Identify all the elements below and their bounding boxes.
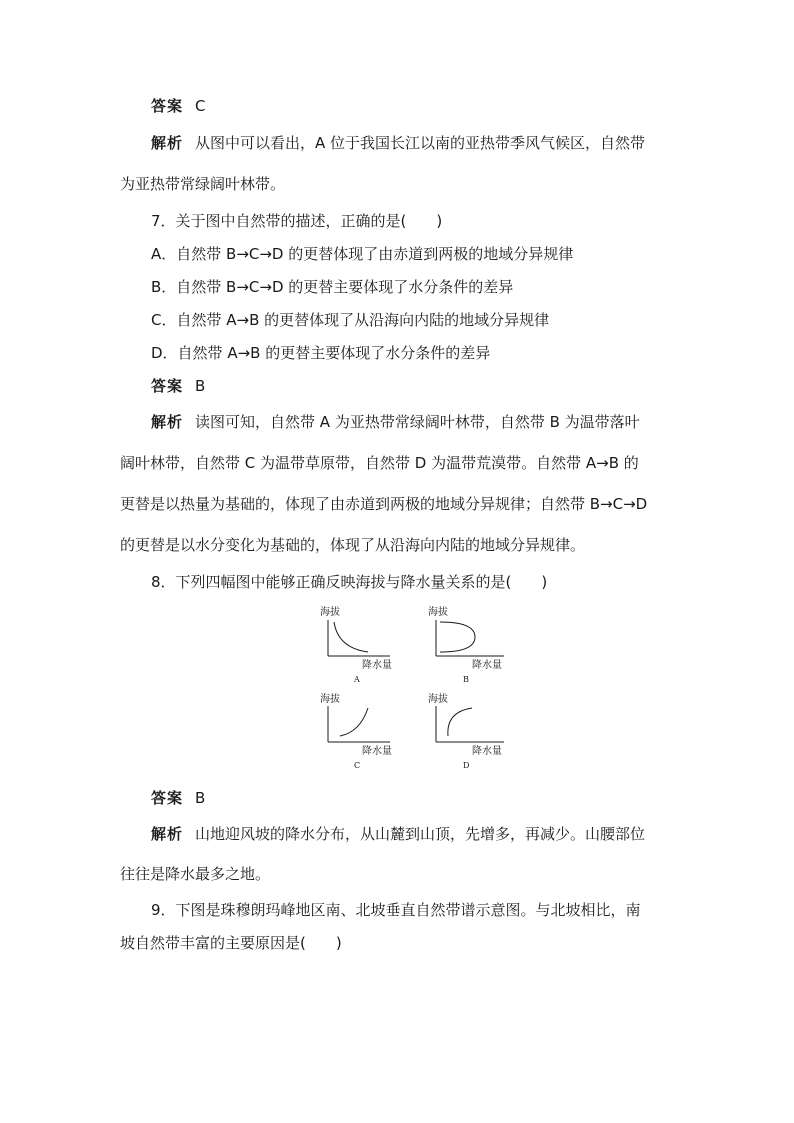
curve [334,622,368,652]
question-7-option-b: B．自然带 B→C→D 的更替主要体现了水分条件的差异 [151,278,514,296]
curve [448,708,472,736]
answer-value: B [195,789,206,807]
x-axis-label: 降水量 [362,660,392,671]
y-axis-label: 海拔 [320,607,340,618]
question-9-line-2: 坡自然带丰富的主要原因是( ) [120,934,342,952]
question-7-stem: 7．关于图中自然带的描述，正确的是( ) [151,212,443,230]
x-axis-label: 降水量 [472,746,502,757]
explanation-7-line-4: 的更替是以水分变化为基础的，体现了从沿海向内陆的地域分异规律。 [120,536,586,554]
panel-label: D [463,761,470,770]
answer-6 [151,96,711,116]
question-7-option-a: A．自然带 B→C→D 的更替体现了由赤道到两极的地域分异规律 [151,245,574,263]
explanation-6-line-2: 为亚热带常绿阔叶林带。 [120,175,286,193]
explanation-8-line-2: 往往是降水最多之地。 [120,865,271,883]
answer-value: B [195,377,206,395]
explanation-label: 解析 [151,134,184,152]
explanation-label: 解析 [151,825,184,843]
panel-label: B [463,675,469,684]
question-8-figure [300,600,530,780]
panel-label: A [354,675,360,684]
question-8-stem: 8．下列四幅图中能够正确反映海拔与降水量关系的是( ) [151,573,548,591]
curve [440,622,475,652]
panel-label: C [354,761,361,770]
x-axis-label: 降水量 [362,746,392,757]
panel-c [320,692,392,770]
x-axis-label: 降水量 [472,660,502,671]
question-7-option-c: C．自然带 A→B 的更替体现了从沿海向内陆的地域分异规律 [151,311,550,329]
explanation-label: 解析 [151,413,184,431]
explanation-text: 从图中可以看出，A 位于我国长江以南的亚热带季风气候区，自然带 [195,134,646,152]
explanation-7-line-1 [151,412,711,432]
answer-value: C [195,97,206,115]
explanation-8-line-1 [151,824,711,844]
explanation-6-line-1 [151,133,711,153]
question-7-option-d: D．自然带 A→B 的更替主要体现了水分条件的差异 [151,344,491,362]
panel-d [428,692,504,770]
question-9-line-1: 9．下图是珠穆朗玛峰地区南、北坡垂直自然带谱示意图。与北坡相比，南 [151,901,641,919]
answer-8 [151,788,711,808]
panel-a [320,605,392,684]
explanation-7-line-2: 阔叶林带，自然带 C 为温带草原带，自然带 D 为温带荒漠带。自然带 A→B 的 [120,454,639,472]
panel-b [428,605,504,684]
y-axis-label: 海拔 [428,694,448,705]
y-axis-label: 海拔 [320,694,340,705]
curve [340,708,368,736]
answer-label: 答案 [151,377,184,395]
y-axis-label: 海拔 [428,607,448,618]
explanation-text: 读图可知，自然带 A 为亚热带常绿阔叶林带，自然带 B 为温带落叶 [195,413,640,431]
answer-label: 答案 [151,789,184,807]
explanation-text: 山地迎风坡的降水分布，从山麓到山顶，先增多，再减少。山腰部位 [195,825,646,843]
explanation-7-line-3: 更替是以热量为基础的，体现了由赤道到两极的地域分异规律；自然带 B→C→D [120,495,648,513]
answer-7 [151,376,711,396]
answer-label: 答案 [151,97,184,115]
